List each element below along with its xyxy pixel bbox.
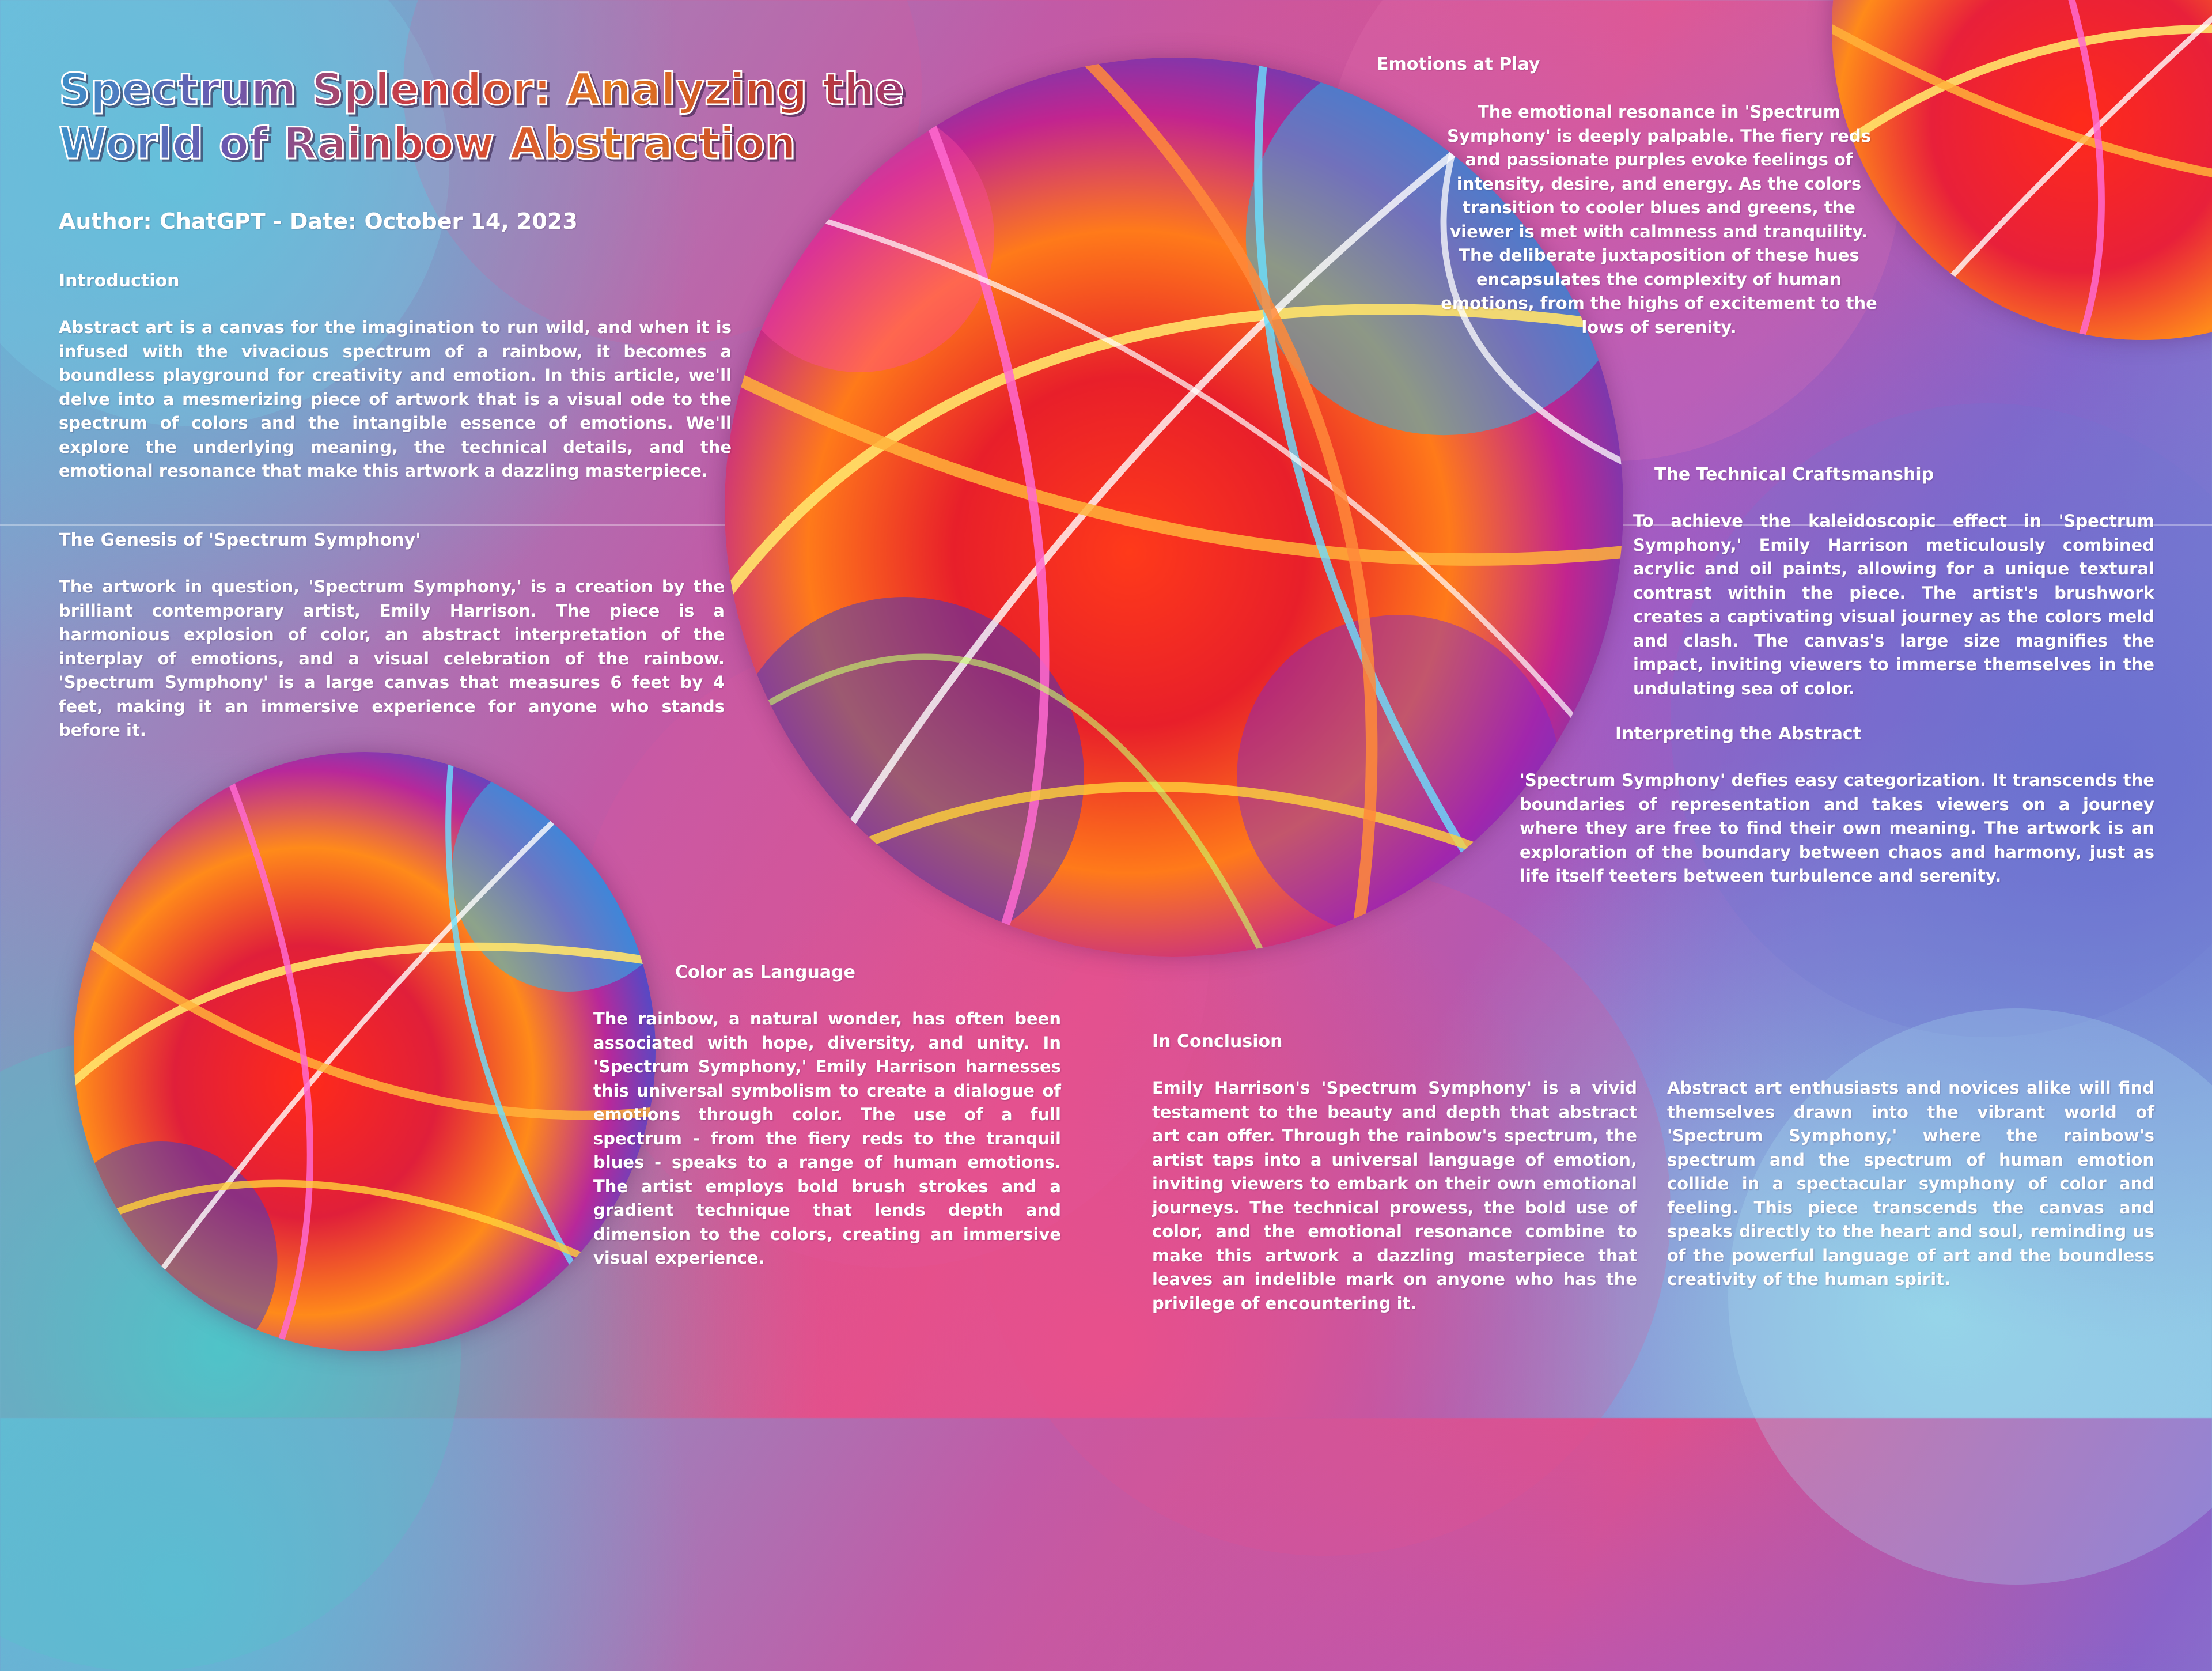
artwork-small-circle-topright (1832, 0, 2212, 340)
emotions-heading: Emotions at Play (1377, 54, 1540, 74)
color-language-heading: Color as Language (675, 962, 855, 982)
artwork-small-circle-left (74, 752, 656, 1351)
article-title: Spectrum Splendor: Analyzing the World of Rainbow Abstraction (59, 62, 980, 171)
introduction-body: Abstract art is a canvas for the imagination to run wild, and when it is infused with the vivacious spectrum of a rainbow, it becomes a boundless playground for creativity and emotion. In this article, we'll delve into a mesmerizing piece of artwork that is a visual ode to the spectrum of colors and the intangible essence of emotions. We'll explore the underlying meaning, the technical details, and the emotional resonance that make this artwork a dazzling masterpiece. (59, 317, 732, 481)
technical-body: To achieve the kaleidoscopic effect in 'Spectrum Symphony,' Emily Harrison meticulously combined acrylic and oil paints, allowing for a unique textural contrast within the piece. The artist's brushwork creates a captivating visual journey as the colors meld and clash. The canvas's large size magnifies the impact, inviting viewers to immerse themselves in the undulating sea of color. (1633, 511, 2154, 698)
conclusion-body-col2: Abstract art enthusiasts and novices alike will find themselves drawn into the vibrant world of 'Spectrum Symphony,' where the rainbow's spectrum and the spectrum of human emotion collide in a spectacular symphony of color and feeling. This piece transcends the canvas and speaks directly to the heart and soul, reminding us of the powerful language of art and the boundless creativity of the human spirit. (1667, 1078, 2154, 1289)
conclusion-body-col1: Emily Harrison's 'Spectrum Symphony' is a vivid testament to the beauty and depth that abstract art can offer. Through the rainbow's spectrum, the artist taps into a universal language of emotion, inviting viewers to embark on their own emotional journeys. The technical prowess, the bold use of color, and the emotional resonance combine to make this artwork a dazzling masterpiece that leaves an indelible mark on anyone who has the privilege of encountering it. (1152, 1078, 1637, 1313)
interpreting-heading: Interpreting the Abstract (1615, 724, 1862, 744)
abstract-artwork-image (1832, 0, 2212, 340)
emotions-body: The emotional resonance in 'Spectrum Symphony' is deeply palpable. The fiery reds and passionate purples evoke feelings of intensity, desire, and energy. As the colors transition to cooler blues and greens, the viewer is met with calmness and tranquility. The deliberate juxtaposition of these hues encapsulates the complexity of human emotions, from the highs of excitement to the lows of serenity. (1441, 102, 1877, 337)
article-byline: Author: ChatGPT - Date: October 14, 2023 (59, 209, 578, 234)
genesis-heading: The Genesis of 'Spectrum Symphony' (59, 530, 421, 550)
abstract-artwork-image (74, 752, 656, 1351)
interpreting-body: 'Spectrum Symphony' defies easy categorization. It transcends the boundaries of representation and takes viewers on a journey where they are free to find their own meaning. The artwork is an exploration of the boundary between chaos and harmony, just as life itself teeters between turbulence and serenity. (1520, 770, 2154, 886)
conclusion-heading: In Conclusion (1152, 1031, 1283, 1052)
genesis-body: The artwork in question, 'Spectrum Symphony,' is a creation by the brilliant contemporary artist, Emily Harrison. The piece is a harmonious explosion of color, an abstract interpretation of the interplay of emotions, and a visual celebration of the rainbow. 'Spectrum Symphony' is a large canvas that measures 6 feet by 4 feet, making it an immersive experience for anyone who stands before it. (59, 577, 725, 740)
technical-heading: The Technical Craftsmanship (1654, 464, 1934, 485)
color-language-body: The rainbow, a natural wonder, has often been associated with hope, diversity, and unity. In 'Spectrum Symphony,' Emily Harrison harnesses this universal symbolism to create a dialogue of emotions through color. The use of a full spectrum - from the fiery reds to the tranquil blues - speaks to a range of human emotions. The artist employs bold brush strokes and a gradient technique that lends depth and dimension to the colors, creating an immersive visual experience. (593, 1009, 1061, 1268)
introduction-heading: Introduction (59, 271, 180, 291)
background-bubble (1671, 403, 2212, 1037)
